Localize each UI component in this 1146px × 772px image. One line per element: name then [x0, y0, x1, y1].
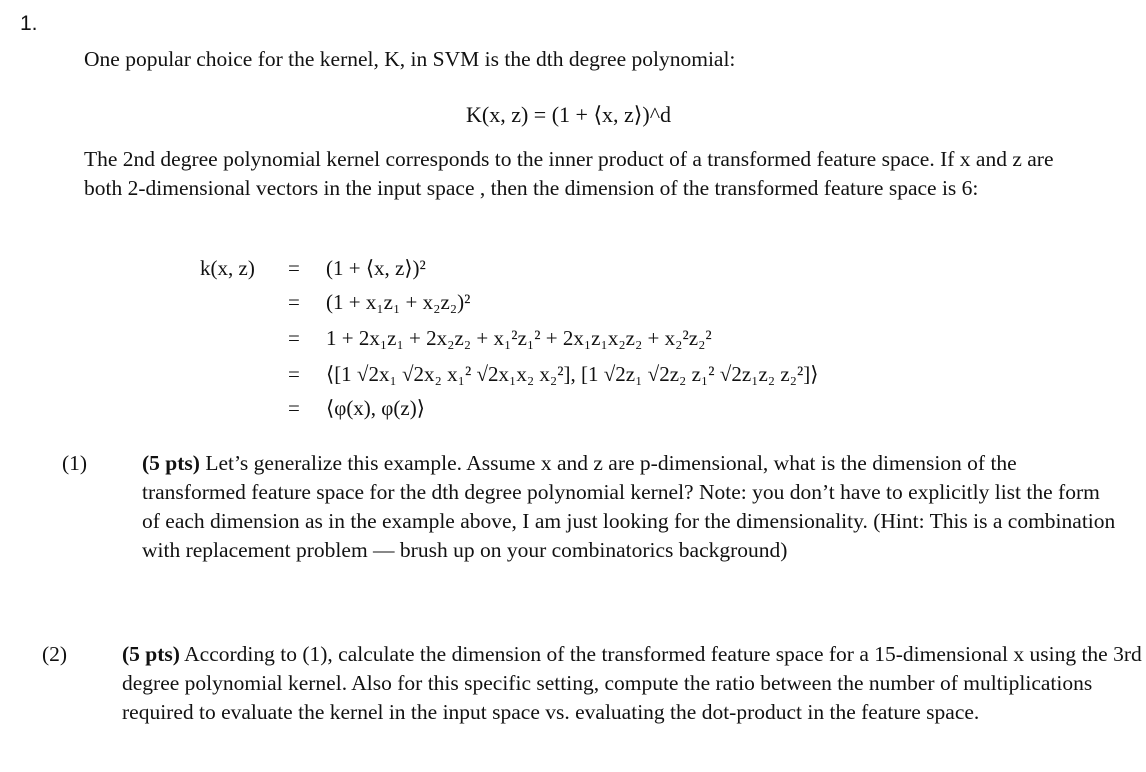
intro-paragraph: One popular choice for the kernel, K, in SVM is the dth degree polynomial:	[84, 47, 736, 71]
question-2	[42, 640, 1142, 727]
derivation-line: (1 + x₁z₁ + x₂z₂)²	[326, 290, 471, 314]
equals-sign: =	[288, 362, 300, 386]
equals-sign: =	[288, 256, 300, 280]
kernel-formula: K(x, z) = (1 + ⟨x, z⟩)^d	[466, 102, 672, 127]
derivation-line: 1 + 2x₁z₁ + 2x₂z₂ + x₁²z₁² + 2x₁z₁x₂z₂ + x₂²z₂²	[326, 326, 712, 350]
question-1-text: Let’s generalize this example. Assume x and z are p-dimensional, what is the dimension of the transformed feature space for the dth degree polynomial kernel? Note: you don’t have to explicitly list the form of each dimension as in the example above, I am just looking for the dimensionality. (Hint: This is a combination with replacement problem — brush up on your combinatorics background)	[142, 451, 1116, 562]
question-1-points: (5 pts)	[142, 451, 200, 475]
question-2-text: According to (1), calculate the dimension of the transformed feature space for a 15-dimensional x using the 3rd degree polynomial kernel. Also for this specific setting, compute the ratio between the number of multiplications required to evaluate the kernel in the input space vs. evaluating the dot-product in the feature space.	[122, 642, 1142, 724]
derivation-line: ⟨φ(x), φ(z)⟩	[326, 396, 425, 420]
equals-sign: =	[288, 396, 300, 420]
equals-sign: =	[288, 326, 300, 350]
problem-number: 1.	[20, 12, 38, 35]
question-2-points: (5 pts)	[122, 642, 180, 666]
derivation-line: ⟨[1 √2x₁ √2x₂ x₁² √2x₁x₂ x₂²], [1 √2z₁ √2z₂ z₁² √2z₁z₂ z₂²]⟩	[326, 362, 819, 386]
derivation-line: (1 + ⟨x, z⟩)²	[326, 256, 426, 280]
question-2-number: (2)	[42, 642, 68, 666]
derivation-lhs: k(x, z)	[200, 256, 255, 280]
equals-sign: =	[288, 290, 300, 314]
explanation-paragraph: The 2nd degree polynomial kernel corresponds to the inner product of a transformed feature space. If x and z are both 2-dimensional vectors in the input space , then the dimension of the transformed feature space is 6:	[84, 147, 1054, 200]
question-1	[62, 449, 1122, 565]
question-1-number: (1)	[62, 451, 88, 475]
